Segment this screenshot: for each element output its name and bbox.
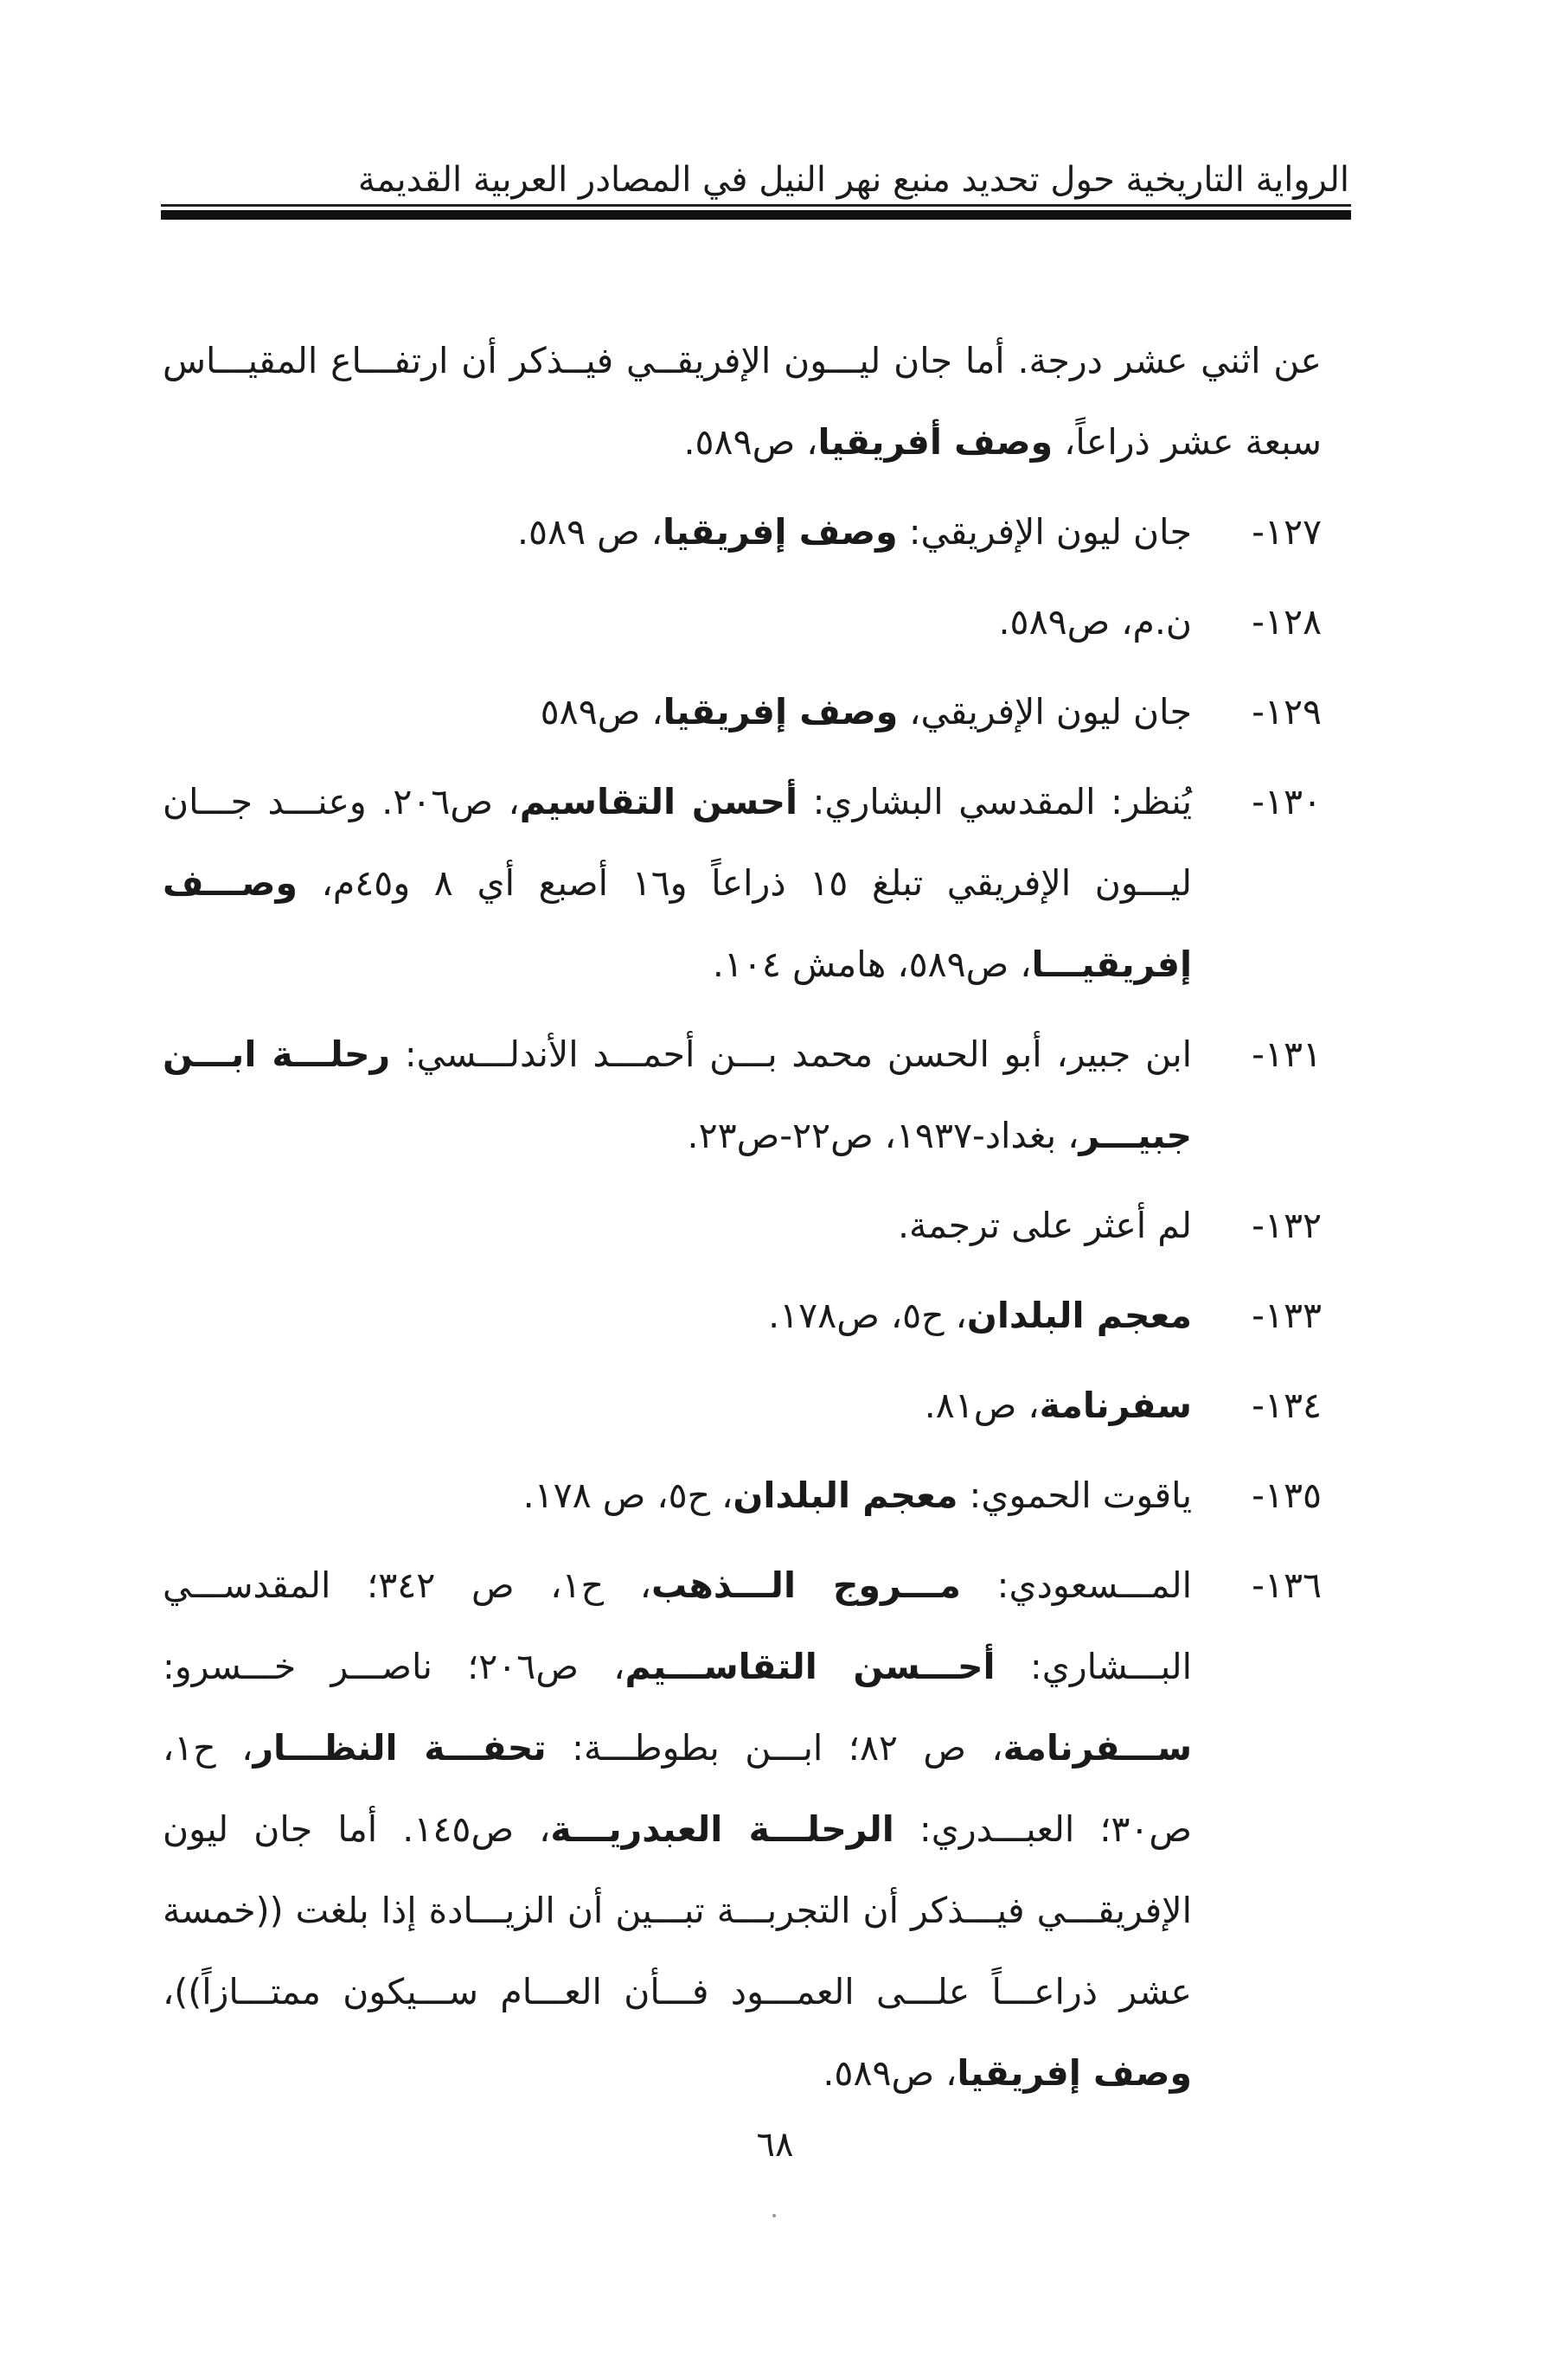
footnote-number: ١٣٦-: [1252, 1564, 1322, 1606]
text-run: ، ص٥٨٩، هامش ١٠٤.: [712, 944, 1032, 985]
text-run: ، ص٢٠٦؛ ناصـــر خـــسرو:: [163, 1646, 625, 1687]
text-run: ن.م، ص٥٨٩.: [998, 601, 1192, 643]
footnote-number: ١٢٨-: [1252, 601, 1322, 643]
bold-title-run: وصف إفريقيا: [957, 2052, 1192, 2094]
bold-title-run: الرحلـــة العبدريـــة: [550, 1808, 894, 1850]
bold-title-run: وصـــف إفريقيـــا: [163, 862, 1192, 985]
footnote-text: [999, 601, 1193, 643]
footnote-text: [163, 781, 1192, 985]
text-run: ، ح٥، ص ١٧٨.: [522, 1475, 733, 1516]
footnote-number: ١٣٣-: [1252, 1295, 1322, 1336]
text-run: ابن جبير، أبو الحسن محمد بـــن أحمـــد الأندلـــسي:: [390, 1033, 1193, 1075]
text-run: المـــسعودي:: [960, 1564, 1193, 1606]
footnote-number: ١٢٧-: [1252, 511, 1322, 553]
bold-title-run: مـــروج الـــذهب: [651, 1564, 961, 1606]
text-run: ، ص٥٨٩.: [683, 421, 818, 463]
footnote: [163, 1365, 1322, 1446]
notes-list: [163, 491, 1322, 2114]
footnote: [163, 491, 1322, 573]
footnote: [163, 581, 1322, 662]
bold-title-run: وصف إفريقيا: [663, 511, 898, 553]
print-speck: [772, 2214, 776, 2217]
footnote-text: [541, 691, 1192, 733]
text-run: ، ص ٥٨٩.: [517, 511, 663, 553]
text-run: ، ص٥٨٩.: [823, 2052, 958, 2094]
footnote-text: [517, 511, 1192, 553]
footnote-number: ١٣٤-: [1252, 1385, 1322, 1426]
footnote-text: [768, 1295, 1192, 1336]
page-number: ٦٨: [756, 2125, 794, 2165]
footnote-text: [925, 1385, 1192, 1426]
footnote-number: ١٣١-: [1252, 1033, 1322, 1075]
text-run: ، ص٢٠٦. وعنـــد جـــان ليـــون الإفريقي تبلغ ١٥ ذراعاً و١٦ أصبع أي ٨ و٤٥م،: [163, 781, 1192, 904]
text-run: ، ح١، ص٣٠؛ العبـــدري:: [163, 1727, 1192, 1850]
text-run: ، ص٨١.: [924, 1385, 1040, 1426]
bold-title-run: وصف أفريقيا: [817, 421, 1054, 463]
continuation-text: [163, 340, 1322, 463]
footnote-text: [898, 1205, 1192, 1246]
footnotes: [163, 320, 1322, 2122]
continuation-paragraph: [163, 320, 1322, 483]
bold-title-run: معجم البلدان: [966, 1295, 1192, 1336]
footnote: [163, 1275, 1322, 1356]
bold-title-run: ســـفرنامة: [1002, 1727, 1193, 1769]
bold-title-run: وصف إفريقيا: [663, 691, 899, 733]
footnote: [163, 1455, 1322, 1536]
bold-title-run: رحلـــة ابـــن جبيـــر: [163, 1033, 1192, 1156]
footnote-number: ١٣٥-: [1252, 1475, 1322, 1516]
text-run: ، ص١٤٥. أما جان ليون الإفريقـــي فيـــذكر أن التجربـــة تبـــين أن الزيـــادة إذا بلغت ((خمسة عشر ذراعـــاً علـــى العمـــود فـــأن العـــام ســـيكون ممتـــازاً))،: [163, 1808, 1192, 2012]
footnote-text: [523, 1475, 1192, 1516]
bold-title-run: معجم البلدان: [733, 1475, 958, 1516]
footnote: [163, 761, 1322, 1005]
bold-title-run: أحـــسن التقاســـيم: [624, 1646, 996, 1687]
text-run: ، ص٥٨٩: [540, 691, 663, 733]
bold-title-run: أحسن التقاسيم: [519, 781, 798, 822]
text-run: جان ليون الإفريقي،: [898, 691, 1192, 733]
footnote: [163, 1545, 1322, 2114]
text-run: جان ليون الإفريقي:: [897, 511, 1192, 553]
text-run: ، ح١، ص ٣٤٢؛ المقدســـي البـــشاري:: [163, 1564, 1192, 1687]
text-run: عن اثني عشر درجة. أما جان ليـــون الإفريقــي فيــذكر أن ارتفـــاع المقيـــاس سبعة عشر ذراعاً،: [163, 340, 1322, 463]
bold-title-run: تحفـــة النظـــار: [253, 1727, 547, 1769]
text-run: ، بغداد-١٩٣٧، ص٢٢-ص٢٣.: [687, 1115, 1079, 1156]
footnote-number: ١٢٩-: [1252, 691, 1322, 733]
text-run: ، ص ٨٢؛ ابـــن بطوطـــة:: [546, 1727, 1003, 1769]
text-run: ياقوت الحموي:: [958, 1475, 1192, 1516]
text-run: ، ح٥، ص١٧٨.: [768, 1295, 967, 1336]
footnote: [163, 1185, 1322, 1266]
footnote-number: ١٣٢-: [1252, 1205, 1322, 1246]
header-rule-thick: [161, 210, 1351, 220]
bold-title-run: سفرنامة: [1039, 1385, 1192, 1426]
text-run: لم أعثر على ترجمة.: [897, 1205, 1192, 1246]
text-run: يُنظر: المقدسي البشاري:: [797, 781, 1192, 822]
footnote: [163, 671, 1322, 752]
footnote: [163, 1014, 1322, 1176]
footnote-number: ١٣٠-: [1252, 781, 1322, 822]
footnote-text: [163, 1033, 1192, 1156]
running-header: الرواية التاريخية حول تحديد منبع نهر النيل في المصادر العربية القديمة: [357, 160, 1349, 200]
footnote-text: [163, 1564, 1192, 2094]
header-rule-thin: [161, 204, 1351, 207]
